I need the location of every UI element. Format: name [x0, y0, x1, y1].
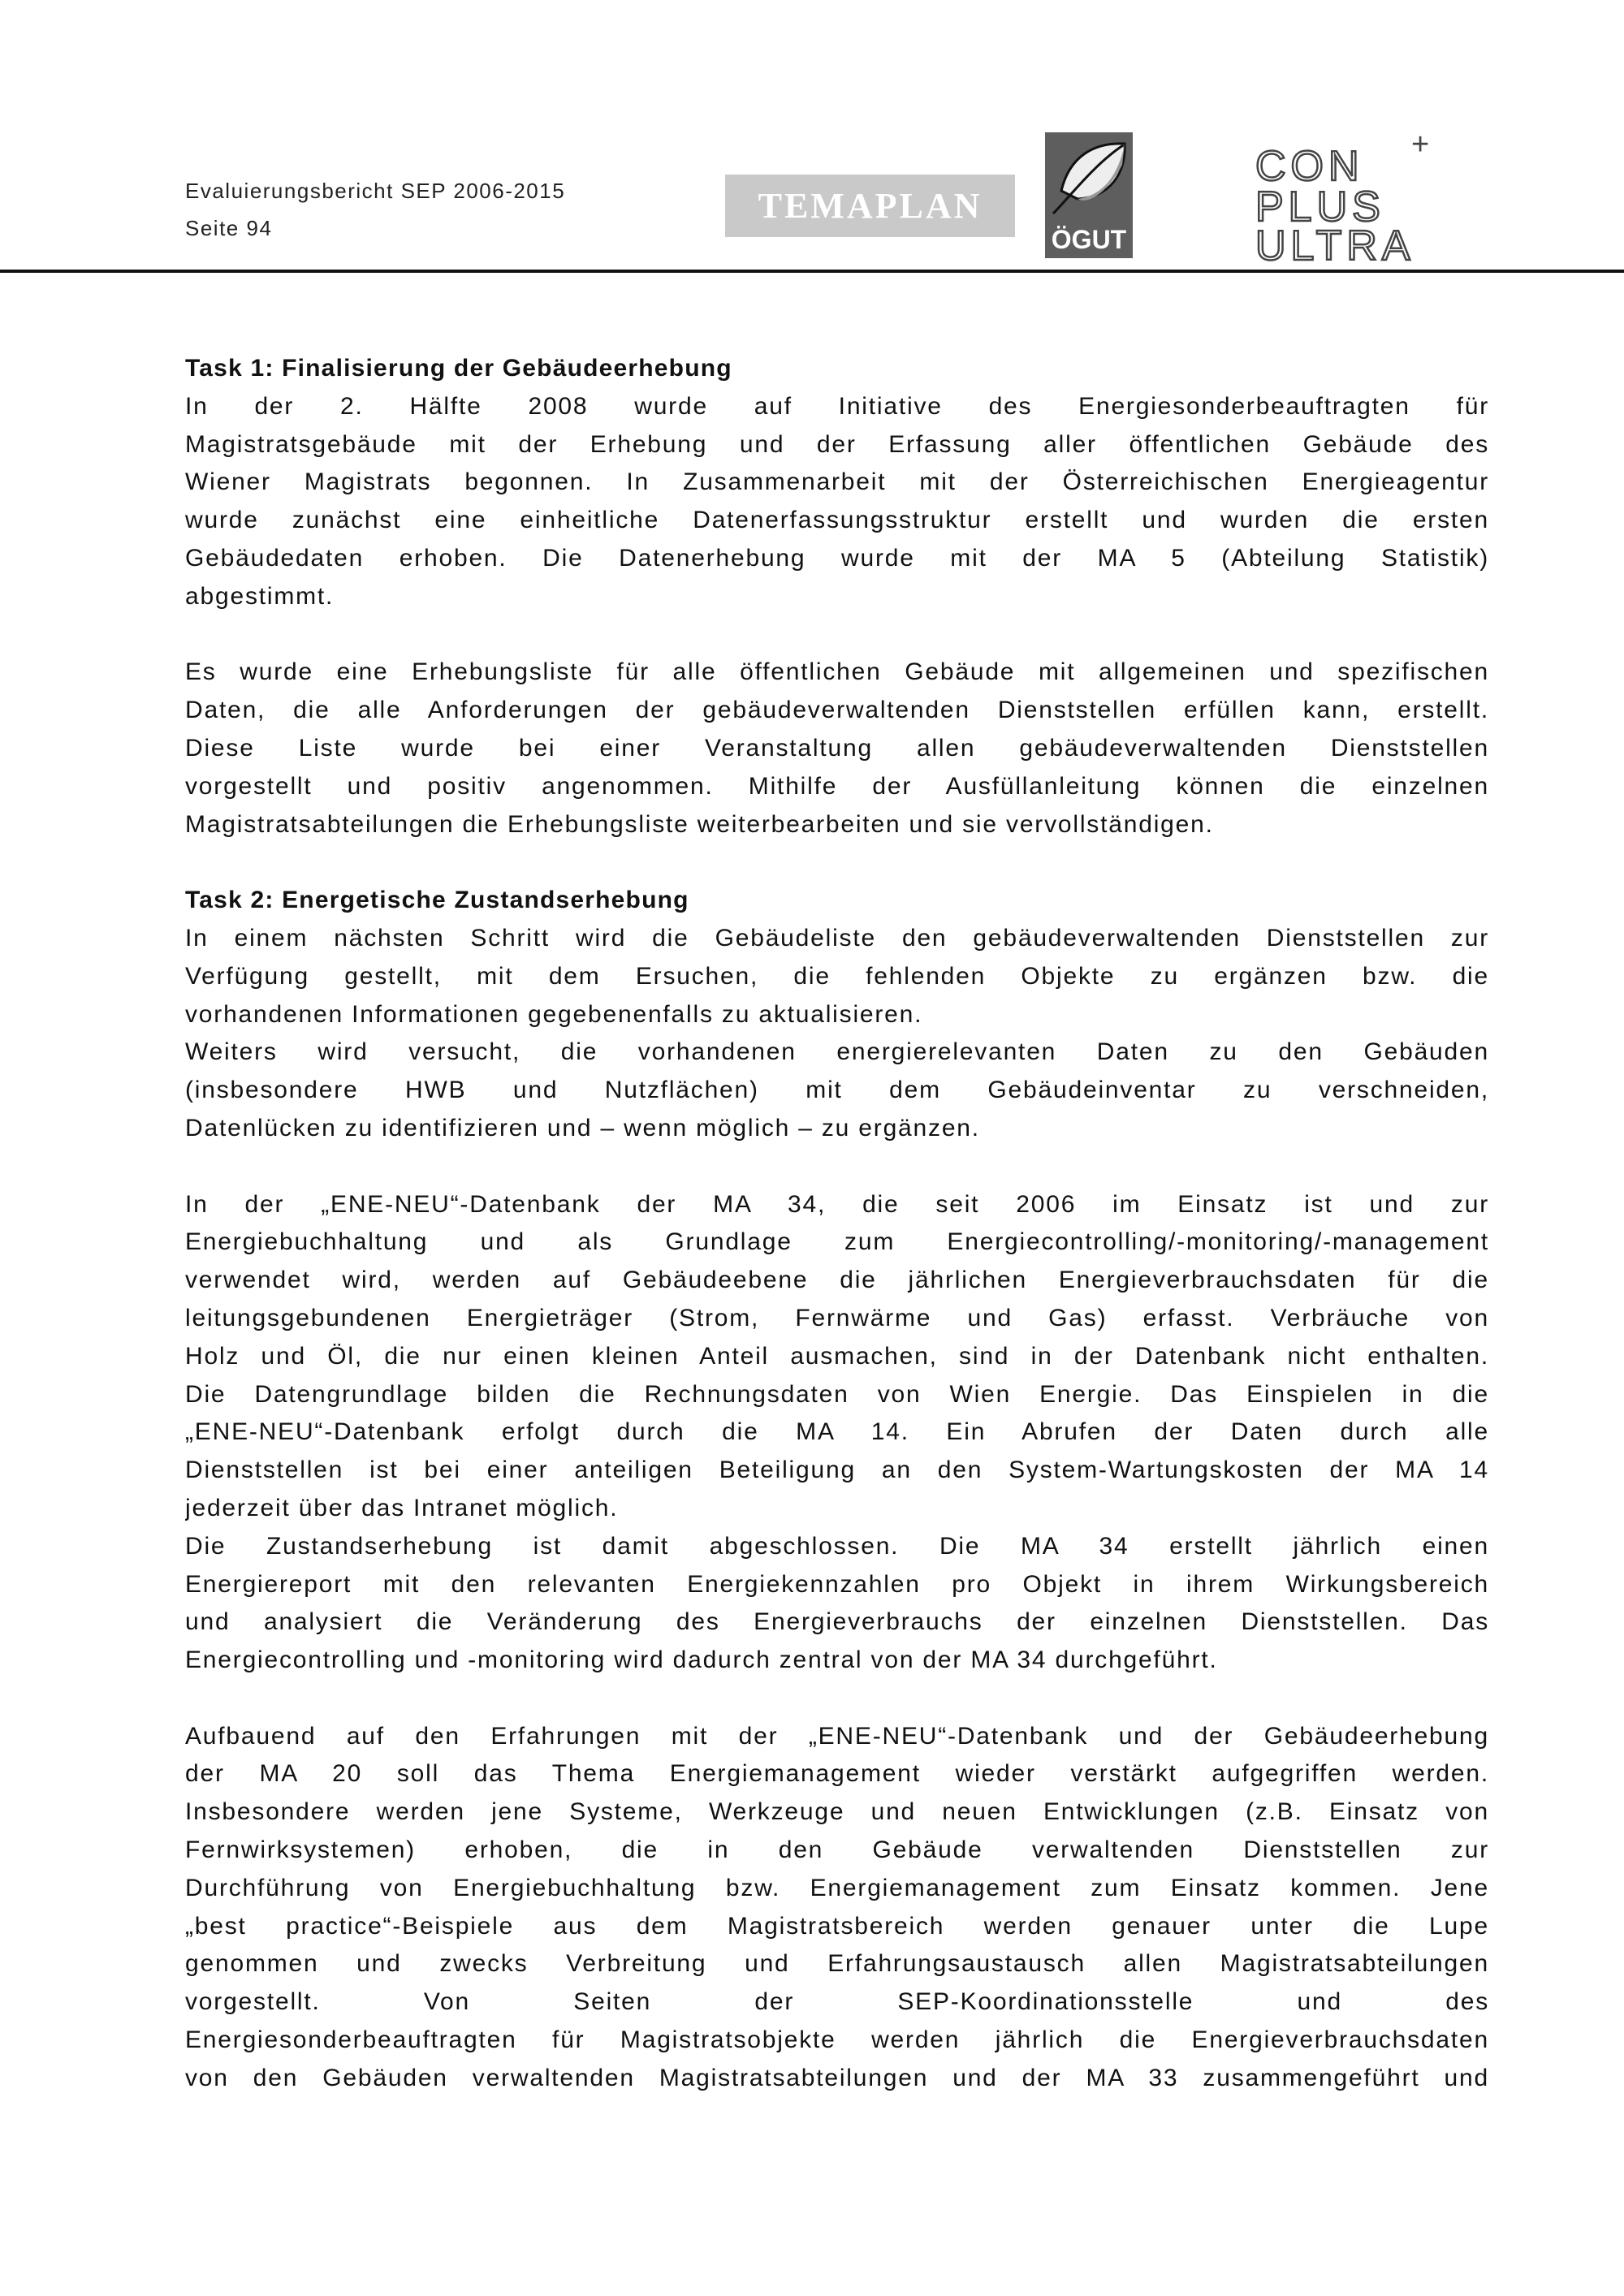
temaplan-logo-text: TEMAPLAN: [758, 186, 983, 226]
section-heading: Task 2: Energetische Zustandserhebung: [185, 887, 689, 914]
text-line: Es wurde eine Erhebungsliste für alle öffentlichen Gebäude mit allgemeinen und spezifischen: [185, 658, 1489, 686]
cpu-plus: +: [1411, 130, 1430, 162]
section-heading: Task 1: Finalisierung der Gebäudeerhebung: [185, 355, 732, 382]
text-line: Dienststellen ist bei einer anteiligen Beteiligung an den System-Wartungskosten der MA 14: [185, 1457, 1489, 1484]
blank-line: [185, 1680, 1489, 1718]
text-line: Magistratsabteilungen die Erhebungsliste weiterbearbeiten und sie vervollständigen.: [185, 810, 1214, 838]
text-line: Energiesonderbeauftragten für Magistratsobjekte werden jährlich die Energieverbrauchsdaten: [185, 2026, 1489, 2054]
blank-line: [185, 616, 1489, 654]
text-line: In der 2. Hälfte 2008 wurde auf Initiative des Energiesonderbeauftragten für: [185, 392, 1489, 420]
text-line: genommen und zwecks Verbreitung und Erfahrungsaustausch allen Magistratsabteilungen: [185, 1950, 1489, 1978]
blank-line: [185, 1148, 1489, 1186]
text-line: Weiters wird versucht, die vorhandenen energierelevanten Daten zu den Gebäuden: [185, 1038, 1489, 1066]
leaf-icon: [1045, 132, 1133, 222]
temaplan-logo: [725, 175, 1015, 237]
text-line: In einem nächsten Schritt wird die Gebäudeliste den gebäudeverwaltenden Dienststellen zur: [185, 924, 1489, 952]
text-line: Energiereport mit den relevanten Energiekennzahlen pro Objekt in ihrem Wirkungsbereich: [185, 1570, 1489, 1598]
text-line: vorhandenen Informationen gegebenenfalls zu aktualisieren.: [185, 1000, 923, 1028]
text-line: der MA 20 soll das Thema Energiemanagement wieder verstärkt aufgegriffen werden.: [185, 1760, 1489, 1788]
text-line: Aufbauend auf den Erfahrungen mit der „ENE-NEU“-Datenbank und der Gebäudeerhebung: [185, 1722, 1489, 1750]
text-line: Die Datengrundlage bilden die Rechnungsdaten von Wien Energie. Das Einspielen in die: [185, 1380, 1489, 1408]
cpu-line-3: ULTRA: [1255, 222, 1415, 264]
text-line: und analysiert die Veränderung des Energieverbrauchs der einzelnen Dienststellen. Das: [185, 1608, 1489, 1636]
text-line: jederzeit über das Intranet möglich.: [185, 1494, 619, 1521]
text-line: Energiebuchhaltung und als Grundlage zum Energiecontrolling/-monitoring/-management: [185, 1228, 1489, 1256]
text-line: Gebäudedaten erhoben. Die Datenerhebung wurde mit der MA 5 (Abteilung Statistik): [185, 544, 1489, 572]
text-line: Datenlücken zu identifizieren und – wenn möglich – zu ergänzen.: [185, 1114, 980, 1142]
text-line: leitungsgebundenen Energieträger (Strom, Fernwärme und Gas) erfasst. Verbräuche von: [185, 1304, 1489, 1331]
text-line: Verfügung gestellt, mit dem Ersuchen, die fehlenden Objekte zu ergänzen bzw. die: [185, 962, 1489, 990]
text-line: Holz und Öl, die nur einen kleinen Anteil ausmachen, sind in der Datenbank nicht enthalten.: [185, 1342, 1489, 1370]
text-line: „ENE-NEU“-Datenbank erfolgt durch die MA 14. Ein Abrufen der Daten durch alle: [185, 1418, 1489, 1446]
document-body: [185, 350, 1489, 2098]
text-line: Diese Liste wurde bei einer Veranstaltung allen gebäudeverwaltenden Dienststellen: [185, 734, 1489, 762]
text-line: wurde zunächst eine einheitliche Datenerfassungsstruktur erstellt und wurden die ersten: [185, 507, 1489, 534]
text-line: Insbesondere werden jene Systeme, Werkzeuge und neuen Entwicklungen (z.B. Einsatz von: [185, 1798, 1489, 1826]
text-line: Magistratsgebäude mit der Erhebung und der Erfassung aller öffentlichen Gebäude des: [185, 430, 1489, 458]
con-plus-ultra-logo: [1250, 130, 1453, 264]
text-line: Daten, die alle Anforderungen der gebäudeverwaltenden Dienststellen erfüllen kann, erstellt.: [185, 697, 1489, 724]
text-line: Wiener Magistrats begonnen. In Zusammenarbeit mit der Österreichischen Energieagentur: [185, 468, 1489, 496]
header-divider: [0, 270, 1624, 273]
page-number: Seite 94: [185, 216, 273, 240]
text-line: Durchführung von Energiebuchhaltung bzw. Energiemanagement zum Einsatz kommen. Jene: [185, 1874, 1489, 1901]
text-line: „best practice“-Beispiele aus dem Magistratsbereich werden genauer unter die Lupe: [185, 1912, 1489, 1940]
cpu-line-2: PLUS: [1255, 183, 1385, 231]
ogut-logo-text: ÖGUT: [1051, 225, 1127, 254]
text-line: Die Zustandserhebung ist damit abgeschlossen. Die MA 34 erstellt jährlich einen: [185, 1532, 1489, 1560]
ogut-logo: [1045, 132, 1133, 258]
text-line: von den Gebäuden verwaltenden Magistratsabteilungen und der MA 33 zusammengeführt und: [185, 2064, 1489, 2091]
text-line: vorgestellt. Von Seiten der SEP-Koordinationsstelle und des: [185, 1988, 1489, 2016]
cpu-line-1: CON: [1255, 143, 1364, 190]
text-line: (insbesondere HWB und Nutzflächen) mit dem Gebäudeinventar zu verschneiden,: [185, 1077, 1489, 1104]
text-line: In der „ENE-NEU“-Datenbank der MA 34, die seit 2006 im Einsatz ist und zur: [185, 1190, 1489, 1218]
text-line: Energiecontrolling und -monitoring wird dadurch zentral von der MA 34 durchgeführt.: [185, 1646, 1218, 1674]
text-line: verwendet wird, werden auf Gebäudeebene die jährlichen Energieverbrauchsdaten für die: [185, 1267, 1489, 1294]
text-line: Fernwirksystemen) erhoben, die in den Gebäude verwaltenden Dienststellen zur: [185, 1836, 1489, 1864]
document-title: Evaluierungsbericht SEP 2006-2015: [185, 179, 566, 203]
text-line: abgestimmt.: [185, 582, 335, 610]
blank-line: [185, 844, 1489, 882]
text-line: vorgestellt und positiv angenommen. Mithilfe der Ausfüllanleitung können die einzelnen: [185, 772, 1489, 800]
